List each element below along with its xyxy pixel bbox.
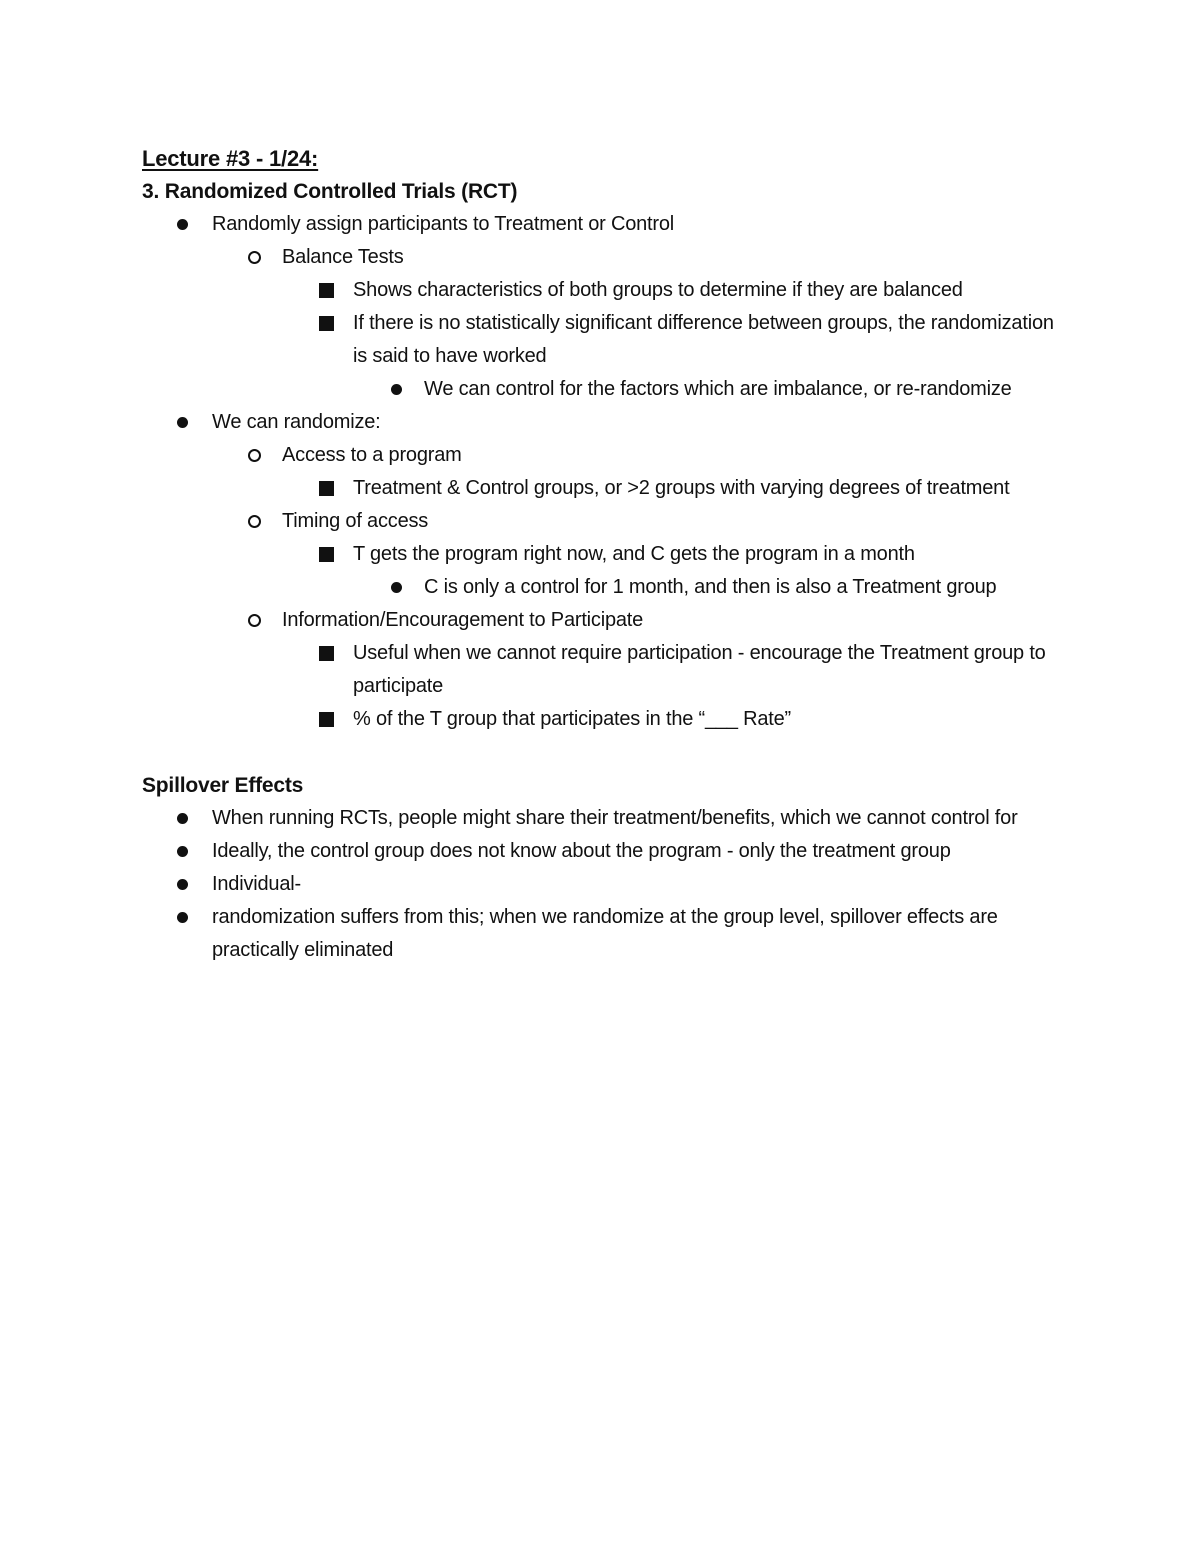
filled-circle-bullet-icon: [172, 208, 192, 241]
list-item: [142, 439, 1072, 472]
list-item-text: T gets the program right now, and C gets the program in a month: [353, 543, 915, 565]
filled-circle-bullet-icon: [386, 373, 406, 406]
list-item: [142, 472, 1072, 505]
list-item-text: If there is no statistically significant difference between groups, the randomization is said to have worked: [353, 312, 1054, 367]
list-item: [142, 274, 1072, 307]
list-item-text: Ideally, the control group does not know about the program - only the treatment group: [212, 840, 951, 862]
list-item: [142, 406, 1072, 439]
list-item: [142, 505, 1072, 538]
square-bullet-icon: [314, 274, 338, 307]
square-bullet-icon: [314, 703, 338, 736]
list-item-text: Shows characteristics of both groups to determine if they are balanced: [353, 279, 963, 301]
list-item: [142, 604, 1072, 637]
square-bullet-icon: [314, 538, 338, 571]
list-item: [142, 373, 1072, 406]
rct-section-heading: 3. Randomized Controlled Trials (RCT): [142, 180, 518, 203]
hollow-circle-bullet-icon: [244, 439, 264, 472]
list-item: [142, 538, 1072, 571]
list-item-text: We can randomize:: [212, 411, 381, 433]
paragraph-spacer: [142, 736, 1072, 769]
list-item-text: Balance Tests: [282, 246, 404, 268]
list-item-text: % of the T group that participates in the “___ Rate”: [353, 708, 792, 730]
list-item: [142, 307, 1072, 373]
list-item-text: We can control for the factors which are imbalance, or re-randomize: [424, 378, 1012, 400]
filled-circle-bullet-icon: [172, 802, 192, 835]
list-item: [142, 802, 1072, 835]
list-item: [142, 835, 1072, 868]
hollow-circle-bullet-icon: [244, 241, 264, 274]
document-body: [142, 142, 1072, 967]
list-item: [142, 703, 1072, 736]
list-item-text: When running RCTs, people might share their treatment/benefits, which we cannot control for: [212, 807, 1018, 829]
square-bullet-icon: [314, 637, 338, 670]
square-bullet-icon: [314, 472, 338, 505]
list-item-text: Randomly assign participants to Treatment or Control: [212, 213, 675, 235]
list-item: [142, 901, 1072, 967]
list-item-text: Useful when we cannot require participation - encourage the Treatment group to participate: [353, 642, 1046, 697]
list-item-text: Access to a program: [282, 444, 462, 466]
list-item-text: Treatment & Control groups, or >2 groups with varying degrees of treatment: [353, 477, 1010, 499]
hollow-circle-bullet-icon: [244, 505, 264, 538]
square-bullet-icon: [314, 307, 338, 340]
lecture-title: Lecture #3 - 1/24:: [142, 146, 319, 171]
list-item-text: Information/Encouragement to Participate: [282, 609, 644, 631]
filled-circle-bullet-icon: [172, 901, 192, 934]
list-item: [142, 637, 1072, 703]
filled-circle-bullet-icon: [386, 571, 406, 604]
list-item-text: Individual-: [212, 873, 301, 895]
list-item: [142, 571, 1072, 604]
filled-circle-bullet-icon: [172, 868, 192, 901]
list-item-text: C is only a control for 1 month, and then is also a Treatment group: [424, 576, 997, 598]
spillover-section-heading: Spillover Effects: [142, 774, 304, 797]
list-item: [142, 208, 1072, 241]
list-item: [142, 868, 1072, 901]
list-item-text: randomization suffers from this; when we randomize at the group level, spillover effects are practically eliminated: [212, 906, 998, 961]
hollow-circle-bullet-icon: [244, 604, 264, 637]
list-item-text: Timing of access: [282, 510, 429, 532]
list-item: [142, 241, 1072, 274]
filled-circle-bullet-icon: [172, 406, 192, 439]
filled-circle-bullet-icon: [172, 835, 192, 868]
